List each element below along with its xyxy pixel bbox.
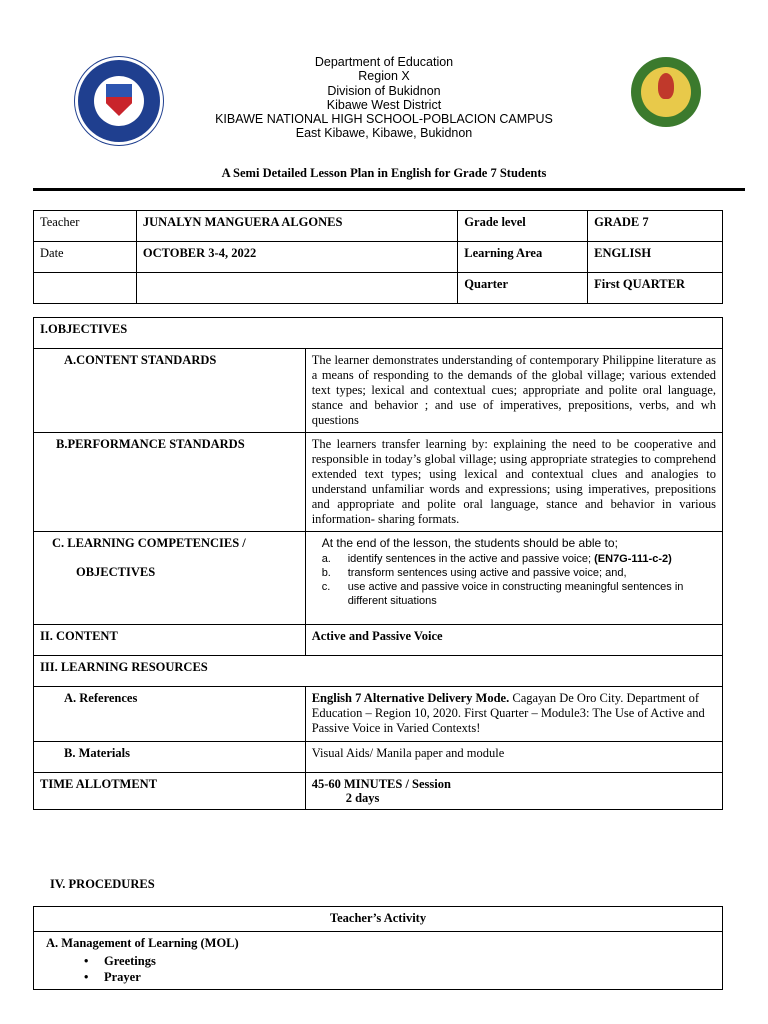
time-allotment-label: TIME ALLOTMENT [34, 773, 306, 810]
content-heading: II. CONTENT [34, 625, 306, 656]
header-division: Division of Bukidnon [327, 84, 441, 98]
header-address: East Kibawe, Kibawe, Bukidnon [295, 126, 473, 140]
empty-cell [34, 273, 137, 304]
list-marker: a. [321, 553, 331, 565]
objectives-heading: I.OBJECTIVES [34, 318, 723, 349]
table-row [34, 318, 723, 349]
table-row [34, 532, 723, 625]
area-label: Learning Area [458, 242, 588, 273]
references-title: English 7 Alternative Delivery Mode. [311, 691, 510, 705]
date-value: OCTOBER 3-4, 2022 [136, 242, 457, 273]
competencies-label-line2: OBJECTIVES [76, 565, 156, 579]
competencies-intro: At the end of the lesson, the students should be able to; [321, 536, 618, 550]
list-marker: c. [321, 581, 331, 593]
references-label: A. References [34, 687, 306, 742]
competencies-label [34, 532, 306, 625]
grade-value: GRADE 7 [588, 211, 723, 242]
competencies-cell [305, 532, 722, 625]
performance-standards-label: B.PERFORMANCE STANDARDS [34, 433, 306, 532]
procedures-heading: IV. PROCEDURES [50, 877, 155, 891]
mol-list [84, 953, 716, 985]
time-allotment-cell [305, 773, 722, 810]
list-item: • Prayer [84, 969, 716, 985]
table-row [34, 773, 723, 810]
competency-code: (EN7G-111-c-2) [594, 553, 672, 565]
quarter-label: Quarter [458, 273, 588, 304]
mol-cell [34, 932, 723, 990]
empty-cell [136, 273, 457, 304]
time-allotment-minutes: 45-60 MINUTES / Session [311, 777, 451, 791]
table-row [34, 687, 723, 742]
content-value: Active and Passive Voice [305, 625, 722, 656]
table-row [34, 273, 723, 304]
objectives-table [33, 317, 723, 810]
header-region: Region X [358, 69, 410, 83]
teacher-activity-table [33, 906, 723, 990]
teacher-value: JUNALYN MANGUERA ALGONES [136, 211, 457, 242]
competencies-list [312, 552, 716, 608]
competency-text: use active and passive voice in constructing meaningful sentences in different situations [347, 581, 684, 607]
quarter-value: First QUARTER [588, 273, 723, 304]
header-department: Department of Education [314, 55, 454, 69]
content-standards-text: The learner demonstrates understanding of contemporary Philippine literature as a means of responding to the demands of the global village; various extended text types; lexical and contextual cues; appropriate and polite oral language, stance and behavior ; and use of imperatives, prepositions, verbs, and wh questions [305, 349, 722, 433]
table-row [34, 742, 723, 773]
table-row [34, 932, 723, 990]
grade-label: Grade level [458, 211, 588, 242]
time-allotment-days: 2 days [345, 791, 380, 805]
list-item [312, 566, 716, 580]
teacher-label: Teacher [34, 211, 137, 242]
table-row [34, 242, 723, 273]
title-divider [33, 188, 745, 191]
list-item: • Greetings [84, 953, 716, 969]
content-standards-label: A.CONTENT STANDARDS [34, 349, 306, 433]
competencies-label-line1: C. LEARNING COMPETENCIES / [52, 536, 246, 550]
references-text: Cagayan De Oro City. Department of Education – Region 10, 2020. First Quarter – Module3: The Use of Active and Passive Voice in Varied Contexts! [311, 691, 705, 735]
header-school: KIBAWE NATIONAL HIGH SCHOOL-POBLACION CAMPUS [215, 112, 553, 126]
competency-text: identify sentences in the active and passive voice; [347, 553, 592, 565]
list-item [312, 580, 716, 608]
table-row [34, 907, 723, 932]
table-row [34, 349, 723, 433]
date-label: Date [34, 242, 137, 273]
header-district: Kibawe West District [326, 98, 442, 112]
table-row [34, 211, 723, 242]
list-marker: b. [321, 567, 331, 579]
area-value: ENGLISH [588, 242, 723, 273]
table-row [34, 656, 723, 687]
materials-value: Visual Aids/ Manila paper and module [305, 742, 722, 773]
resources-heading: III. LEARNING RESOURCES [34, 656, 723, 687]
table-row [34, 433, 723, 532]
mol-heading: A. Management of Learning (MOL) [46, 936, 239, 950]
teacher-activity-heading: Teacher’s Activity [34, 907, 723, 932]
performance-standards-text: The learners transfer learning by: explaining the need to be cooperative and responsible in today’s global village; using appropriate strategies to comprehend extended text types; using lexical and contextual clues and analogies to understand unfamiliar words and expressions; using imperatives, prepositions and appropriate and polite oral language, stance and behavior in various information- sharing formats. [305, 433, 722, 532]
list-item [312, 552, 716, 566]
references-cell [305, 687, 722, 742]
page-title: A Semi Detailed Lesson Plan in English for Grade 7 Students [221, 166, 547, 180]
info-table [33, 210, 723, 304]
materials-label: B. Materials [34, 742, 306, 773]
competency-text: transform sentences using active and passive voice; and, [347, 567, 627, 579]
table-row [34, 625, 723, 656]
